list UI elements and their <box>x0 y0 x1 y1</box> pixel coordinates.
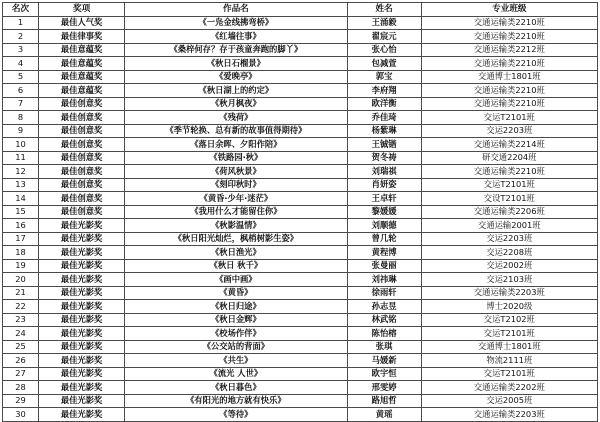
cell-index: 26 <box>3 354 39 368</box>
cell-work: 《秋日暮色》 <box>125 381 347 395</box>
cell-index: 30 <box>3 408 39 422</box>
table-row <box>3 30 598 44</box>
cell-name: 张心怡 <box>347 43 421 57</box>
cell-award: 最佳创意奖 <box>39 138 125 152</box>
cell-name: 包减萱 <box>347 57 421 71</box>
table-row <box>3 394 598 408</box>
cell-name: 张曼丽 <box>347 259 421 273</box>
table-row <box>3 246 598 260</box>
cell-award: 最佳创意奖 <box>39 111 125 125</box>
cell-work: 《画中画》 <box>125 273 347 287</box>
cell-index: 1 <box>3 16 39 30</box>
cell-class: 交运T2101班 <box>421 327 597 341</box>
cell-class: 交通运输类2212班 <box>421 43 597 57</box>
cell-award: 最佳创意奖 <box>39 205 125 219</box>
cell-name: 王涌毅 <box>347 16 421 30</box>
cell-name: 刘祎琳 <box>347 273 421 287</box>
cell-class: 交设T2101班 <box>421 192 597 206</box>
cell-work: 《秋影温情》 <box>125 219 347 233</box>
cell-index: 7 <box>3 97 39 111</box>
cell-index: 21 <box>3 286 39 300</box>
table-row <box>3 313 598 327</box>
cell-name: 肖妍姿 <box>347 178 421 192</box>
cell-name: 张琪 <box>347 340 421 354</box>
cell-name: 曾几轮 <box>347 232 421 246</box>
table-row <box>3 16 598 30</box>
cell-work: 《共生》 <box>125 354 347 368</box>
cell-class: 交运T2101班 <box>421 367 597 381</box>
table-row <box>3 273 598 287</box>
cell-class: 交通运输类2210班 <box>421 30 597 44</box>
cell-index: 22 <box>3 300 39 314</box>
cell-award: 最佳光影奖 <box>39 300 125 314</box>
cell-work: 《黄昏》 <box>125 286 347 300</box>
cell-work: 《桑梓何存？存于孩童奔跑的脚丫》 <box>125 43 347 57</box>
table-row <box>3 286 598 300</box>
cell-index: 19 <box>3 259 39 273</box>
cell-class: 交通运输类2210班 <box>421 57 597 71</box>
cell-work: 《流光 人世》 <box>125 367 347 381</box>
cell-award: 最佳创意奖 <box>39 124 125 138</box>
table-row <box>3 354 598 368</box>
table-row <box>3 165 598 179</box>
cell-name: 邢雯婷 <box>347 381 421 395</box>
column-header-name: 姓名 <box>347 3 421 17</box>
column-header-index: 名次 <box>3 3 39 17</box>
cell-class: 交运T2101班 <box>421 111 597 125</box>
cell-work: 《我用什么才能留住你》 <box>125 205 347 219</box>
cell-award: 最佳创意奖 <box>39 192 125 206</box>
cell-class: 交通运输类2202班 <box>421 381 597 395</box>
cell-class: 交通运输类2214班 <box>421 138 597 152</box>
cell-index: 28 <box>3 381 39 395</box>
cell-index: 13 <box>3 178 39 192</box>
cell-award: 最佳创意奖 <box>39 178 125 192</box>
cell-work: 《公交站的背面》 <box>125 340 347 354</box>
cell-work: 《爱晚亭》 <box>125 70 347 84</box>
cell-class: 交通博士1801班 <box>421 70 597 84</box>
cell-award: 最佳创意奖 <box>39 165 125 179</box>
cell-work: 《秋日渔光》 <box>125 246 347 260</box>
table-row <box>3 259 598 273</box>
cell-index: 16 <box>3 219 39 233</box>
cell-class: 交运2103班 <box>421 273 597 287</box>
cell-award: 最佳光影奖 <box>39 259 125 273</box>
table-row <box>3 97 598 111</box>
cell-name: 陈怡榕 <box>347 327 421 341</box>
table-header <box>3 3 598 17</box>
cell-award: 最佳光影奖 <box>39 273 125 287</box>
cell-index: 12 <box>3 165 39 179</box>
award-list-sheet <box>0 2 600 419</box>
cell-class: 博士2020级 <box>421 300 597 314</box>
table-row <box>3 300 598 314</box>
cell-index: 23 <box>3 313 39 327</box>
cell-work: 《落日余晖、夕阳作陪》 <box>125 138 347 152</box>
cell-class: 交运2208班 <box>421 246 597 260</box>
cell-index: 11 <box>3 151 39 165</box>
cell-work: 《秋月枫夜》 <box>125 97 347 111</box>
cell-name: 杨紫琳 <box>347 124 421 138</box>
cell-award: 最佳光影奖 <box>39 354 125 368</box>
table-header-row <box>3 3 598 17</box>
cell-work: 《秋日湖上的约定》 <box>125 84 347 98</box>
cell-index: 4 <box>3 57 39 71</box>
cell-work: 《红墙往事》 <box>125 30 347 44</box>
cell-name: 欧宇恒 <box>347 367 421 381</box>
cell-name: 刘瑞祺 <box>347 165 421 179</box>
cell-award: 最佳光影奖 <box>39 246 125 260</box>
cell-class: 交通运输类2203班 <box>421 408 597 422</box>
cell-name: 马媛新 <box>347 354 421 368</box>
table-row <box>3 84 598 98</box>
table-row <box>3 205 598 219</box>
cell-index: 10 <box>3 138 39 152</box>
cell-class: 交通运输类2210班 <box>421 97 597 111</box>
table-row <box>3 192 598 206</box>
cell-award: 最佳人气奖 <box>39 16 125 30</box>
table-row <box>3 367 598 381</box>
cell-class: 物流2111班 <box>421 354 597 368</box>
table-row <box>3 327 598 341</box>
cell-work: 《铁路园·秋》 <box>125 151 347 165</box>
cell-index: 14 <box>3 192 39 206</box>
cell-name: 黎媛媛 <box>347 205 421 219</box>
cell-index: 5 <box>3 70 39 84</box>
cell-index: 27 <box>3 367 39 381</box>
cell-name: 李府翔 <box>347 84 421 98</box>
cell-award: 最佳光影奖 <box>39 408 125 422</box>
cell-work: 《季节轮换、总有新的故事值得期待》 <box>125 124 347 138</box>
cell-name: 王铖锴 <box>347 138 421 152</box>
cell-award: 最佳光影奖 <box>39 394 125 408</box>
cell-work: 《残荷》 <box>125 111 347 125</box>
cell-award: 最佳光影奖 <box>39 367 125 381</box>
table-row <box>3 381 598 395</box>
cell-class: 交运2203班 <box>421 232 597 246</box>
cell-award: 最佳意蕴奖 <box>39 57 125 71</box>
cell-work: 《一凫金线拂弯桥》 <box>125 16 347 30</box>
cell-work: 《黄昏·少年·迷茫》 <box>125 192 347 206</box>
table-row <box>3 111 598 125</box>
cell-class: 交通运输类2206班 <box>421 205 597 219</box>
cell-work: 《秋日阳光灿烂，枫梢树影生姿》 <box>125 232 347 246</box>
cell-award: 最佳意蕴奖 <box>39 43 125 57</box>
award-table <box>2 2 598 422</box>
table-row <box>3 43 598 57</box>
cell-class: 交运T2102班 <box>421 313 597 327</box>
table-row <box>3 70 598 84</box>
cell-name: 黄程博 <box>347 246 421 260</box>
cell-index: 3 <box>3 43 39 57</box>
table-row <box>3 408 598 422</box>
cell-class: 交通运输2001班 <box>421 219 597 233</box>
cell-work: 《荷风秋景》 <box>125 165 347 179</box>
cell-work: 《秋日归途》 <box>125 300 347 314</box>
cell-work: 《校场作伴》 <box>125 327 347 341</box>
cell-index: 9 <box>3 124 39 138</box>
cell-class: 交通运输类2210班 <box>421 84 597 98</box>
cell-work: 《等待》 <box>125 408 347 422</box>
cell-award: 最佳光影奖 <box>39 219 125 233</box>
cell-name: 欧洋衡 <box>347 97 421 111</box>
cell-work: 《秋日石榴景》 <box>125 57 347 71</box>
cell-name: 乔佳琦 <box>347 111 421 125</box>
cell-class: 交运2005班 <box>421 394 597 408</box>
cell-award: 最佳光影奖 <box>39 327 125 341</box>
cell-index: 25 <box>3 340 39 354</box>
cell-class: 交运2002班 <box>421 259 597 273</box>
cell-name: 林武铭 <box>347 313 421 327</box>
cell-work: 《秋日 秋千》 <box>125 259 347 273</box>
cell-index: 18 <box>3 246 39 260</box>
cell-name: 徐雨轩 <box>347 286 421 300</box>
cell-award: 最佳创意奖 <box>39 97 125 111</box>
cell-award: 最佳光影奖 <box>39 340 125 354</box>
cell-class: 研交通2204班 <box>421 151 597 165</box>
cell-name: 王卓轩 <box>347 192 421 206</box>
cell-award: 最佳光影奖 <box>39 313 125 327</box>
cell-index: 8 <box>3 111 39 125</box>
cell-class: 交运T2101班 <box>421 178 597 192</box>
cell-index: 2 <box>3 30 39 44</box>
cell-class: 交通运输类2210班 <box>421 165 597 179</box>
table-row <box>3 178 598 192</box>
cell-class: 交通运输类2210班 <box>421 16 597 30</box>
cell-index: 20 <box>3 273 39 287</box>
cell-index: 24 <box>3 327 39 341</box>
cell-name: 翟宸元 <box>347 30 421 44</box>
cell-award: 最佳意蕴奖 <box>39 84 125 98</box>
cell-class: 交通博士1801班 <box>421 340 597 354</box>
table-row <box>3 232 598 246</box>
table-row <box>3 340 598 354</box>
cell-award: 最佳光影奖 <box>39 286 125 300</box>
cell-index: 17 <box>3 232 39 246</box>
column-header-award: 奖项 <box>39 3 125 17</box>
cell-class: 交通运输类2203班 <box>421 286 597 300</box>
cell-work: 《秋日金辉》 <box>125 313 347 327</box>
table-row <box>3 124 598 138</box>
table-row <box>3 57 598 71</box>
column-header-class: 专业班级 <box>421 3 597 17</box>
cell-award: 最佳意蕴奖 <box>39 70 125 84</box>
cell-award: 最佳光影奖 <box>39 381 125 395</box>
cell-name: 贺冬祷 <box>347 151 421 165</box>
cell-work: 《有阳光的地方就有快乐》 <box>125 394 347 408</box>
cell-name: 路旭哲 <box>347 394 421 408</box>
column-header-work: 作品名 <box>125 3 347 17</box>
cell-work: 《刻印秋时》 <box>125 178 347 192</box>
table-row <box>3 138 598 152</box>
table-body <box>3 16 598 421</box>
cell-index: 6 <box>3 84 39 98</box>
cell-index: 29 <box>3 394 39 408</box>
cell-award: 最佳创意奖 <box>39 151 125 165</box>
cell-name: 刘顺德 <box>347 219 421 233</box>
cell-award: 最佳光影奖 <box>39 232 125 246</box>
table-row <box>3 219 598 233</box>
cell-name: 郭宝 <box>347 70 421 84</box>
cell-index: 15 <box>3 205 39 219</box>
cell-name: 黄瑶 <box>347 408 421 422</box>
cell-award: 最佳律事奖 <box>39 30 125 44</box>
cell-class: 交运2203班 <box>421 124 597 138</box>
cell-name: 孙志昱 <box>347 300 421 314</box>
table-row <box>3 151 598 165</box>
